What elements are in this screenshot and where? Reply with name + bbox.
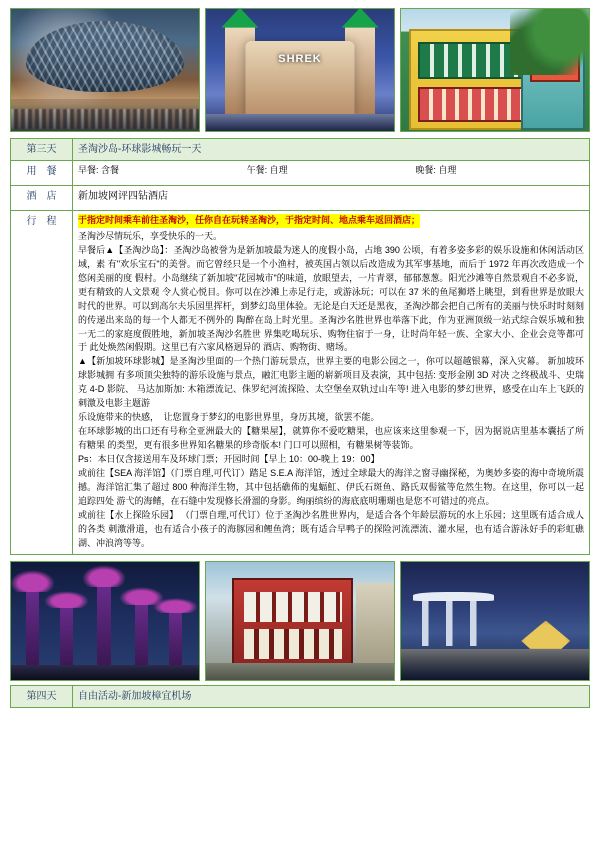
route-paragraph-5: Ps：本日仅含接送用车及环球门票；开园时间【早上 10：00-晚上 19：00】 xyxy=(78,453,380,464)
shrek-sign-text: SHREK xyxy=(278,52,322,65)
gardens-by-the-bay-photo xyxy=(10,561,200,681)
route-paragraph-1: 早餐后▲【圣淘沙岛】：圣淘沙岛被誉为是新加坡最为迷人的度假小岛，占地 390 公顷，有着多姿多彩的娱乐设施和休闲活动区域，素 有"欢乐宝石"的美誉。而它曾经只是一个小渔村，被英国占领以后改造成为其军事基地，而后于 1972 年再次改造成一个悠闲美丽的度 假村。小岛继续了新加坡"花园城市"的味道，放眼望去，一片青翠，郁郁葱葱。阳光沙滩等自然景观自不必多说，更有精致的人文景观 令人赏心悦目。你可以在沙滩上赤足行走，或游泳玩；可以在 37 米的鱼尾狮塔上眺望，到看世界是放眼大时代的世界。可以到高尔夫乐园里挥杆，到梦幻岛里体验。无论是白天还是黑夜，圣淘沙都会把自己所有的美丽与快乐时时刻刻的传递出来岛的每一个人都无不例外的 陶醉在岛上时光里。圣淘沙名胜世界也举落下此，作为亚洲顶级一站式综合娱乐城和独一无二的家庭度假胜地，新加坡圣淘沙名胜世 界集吃喝玩乐、购物住宿于一身，让时尚年轻一族、全家大小、企业会竞等都可于 此处焕然闲假期。这里已有六家风格迥异的 酒店、购物街、赌场。 xyxy=(78,244,584,353)
universal-studios-photo xyxy=(205,8,395,132)
route-paragraph-3: 乐设施带来的快感， 让您置身于梦幻的电影世界里，身历其境，欲罢不能。 xyxy=(78,412,380,423)
dinner-value: 晚餐: 自理 xyxy=(415,165,457,175)
supertree-2 xyxy=(60,603,73,668)
red-shophouse-street-photo xyxy=(205,561,395,681)
route-paragraph-7: 或前往【水上探险乐园】 （门票自理,可代订）位于圣淘沙名胜世界内，是适合各个年龄层游玩的水上乐园；这里既有适合成人的各类 刺激滑道，也有适合小孩子的海豚园和鲤鱼湾；既有适合早鸭子的探险河流漂流、灌水屋，也有适合游泳好手的彩虹礁湖、冲浪湾等等。 xyxy=(78,509,584,548)
tree-foliage xyxy=(510,8,590,75)
bay-water xyxy=(401,649,589,680)
lunch-value: 午餐: 自理 xyxy=(246,165,288,175)
route-paragraph-0: 圣淘沙尽情玩乐，享受快乐的一天。 xyxy=(78,230,223,241)
street-road xyxy=(206,663,394,680)
route-label: 行 程 xyxy=(11,211,73,555)
day3-route-body xyxy=(73,211,590,555)
day3-meal-row xyxy=(11,161,590,186)
day3-label: 第三天 xyxy=(11,139,73,161)
breakfast-value: 早餐: 含餐 xyxy=(78,165,120,175)
day3-route-row xyxy=(11,211,590,555)
vivocity-mall-photo xyxy=(10,8,200,132)
supertree-4 xyxy=(135,599,148,667)
red-shophouse xyxy=(232,578,353,669)
day3-hotel-row xyxy=(11,186,590,211)
meal-label: 用 餐 xyxy=(11,161,73,186)
side-building xyxy=(356,583,394,666)
plaza-ground xyxy=(206,114,394,131)
top-photo-strip xyxy=(10,8,590,132)
artscience-museum xyxy=(521,621,570,649)
itinerary-table xyxy=(10,138,590,555)
day3-title: 圣淘沙岛-环球影城畅玩一天 xyxy=(73,139,590,161)
meal-values xyxy=(73,161,590,186)
hotel-value: 新加坡网评四钻酒店 xyxy=(73,186,590,211)
route-paragraph-2: ▲【新加坡环球影城】是圣淘沙里面的一个热门游玩景点，世界主要的电影公园之一，你可以超越银幕，深入灾幕。 新加坡环球影城拥 有多项顶尖独特的游乐设施与景点，融汇电影主题的崭新项目及表演，其中包括: 变形金刚 3D 对决 之终极战斗、史瑞克 4-D 影院、 马达加斯加: 木箱漂流记、侏罗纪河流探险、太空堡垒双轨过山车等! 进入电影的梦幻世界，感受在山车上飞跃的刺激及电影主题游 xyxy=(78,356,584,409)
bottom-photo-strip xyxy=(10,561,590,681)
supertree-1 xyxy=(26,585,39,668)
day4-table xyxy=(10,685,590,708)
supertree-5 xyxy=(169,609,182,668)
marina-bay-skyline-photo xyxy=(400,561,590,681)
day4-title: 自由活动-新加坡樟宜机场 xyxy=(73,685,590,707)
crowd-silhouette xyxy=(11,109,199,129)
hotel-label: 酒 店 xyxy=(11,186,73,211)
marina-bay-sands-building xyxy=(416,592,491,646)
supertree-3 xyxy=(97,580,110,667)
route-paragraph-4: 在环球影城的出口还有号称全亚洲最大的【糖果屋】，就算你不爱吃糖果，也应该来这里参观一下，因为据说店里基本囊括了所有糖果 的类型，更有很多世界知名糖果的珍奇版本! 门口可以照相，有糖果树等装饰。 xyxy=(78,426,584,450)
day4-label: 第四天 xyxy=(11,685,73,707)
little-india-shophouse-photo xyxy=(400,8,590,132)
day3-title-row xyxy=(11,139,590,161)
garden-ground xyxy=(11,665,199,679)
day4-title-row xyxy=(11,685,590,707)
route-highlight: 于指定时间乘车前往圣淘沙，任你自在玩转圣淘沙，于指定时间、地点乘车返回酒店； xyxy=(78,214,420,228)
route-paragraph-6: 或前往【SEA 海洋馆】（门票自理,可代订）踏足 S.E.A 海洋馆，透过全球最大的海洋之窗寻幽探秘，为奥妙多姿的海中奇境所震 撼。海洋馆汇集了超过 800 种海洋生物，其中包括礁佈的鬼蝠魟、伊氏石斑鱼、路氏双髻鲨等危然生物。在这里，你可以一起追踪四处 游弋的海鳍，在石缝中发现修长滑溜的身影。绚丽缤纷的海底底明珊瑚也是您不可错过的亮点。 xyxy=(78,467,584,506)
